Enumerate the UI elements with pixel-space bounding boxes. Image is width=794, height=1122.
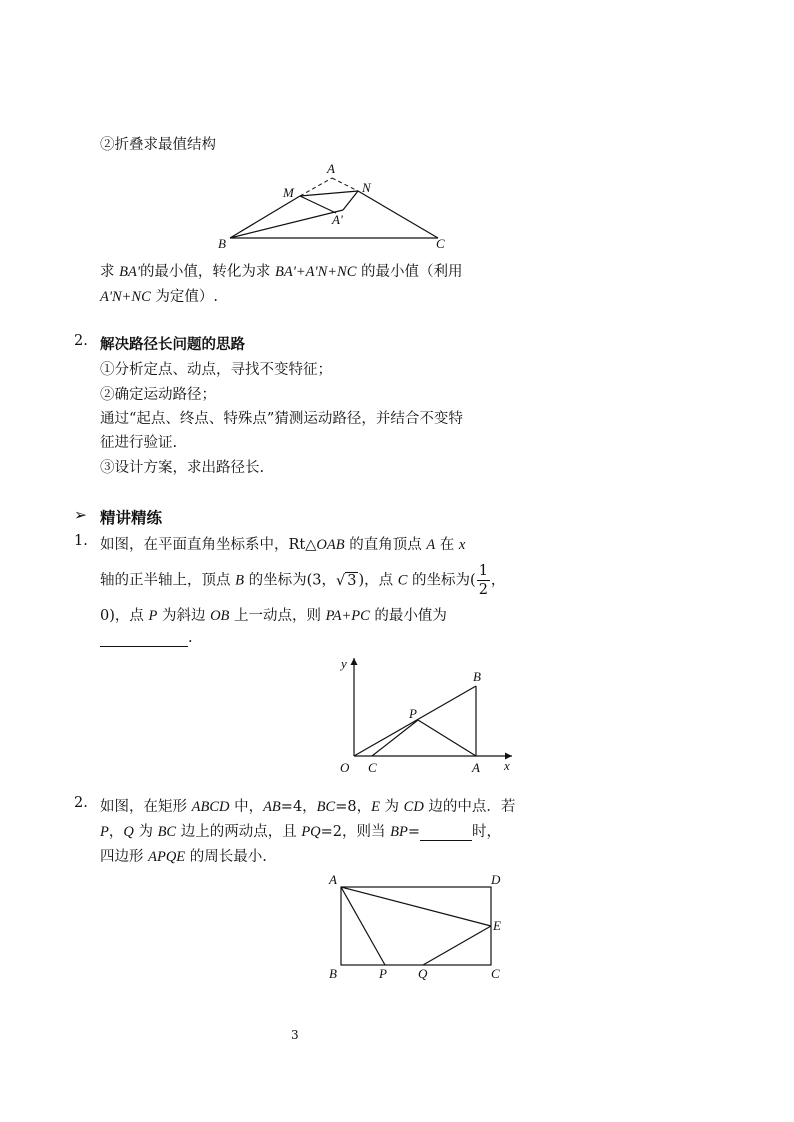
axis-label-x: x [504, 758, 510, 773]
path-section-heading: 解决路径长问题的思路 [100, 336, 245, 353]
fold-label-b: B [218, 236, 226, 251]
problem1-number: 1. [74, 533, 88, 549]
problem1-answer-blank [100, 630, 188, 647]
path-line-2: ②确定运动路径； [100, 387, 216, 403]
problem1-line-1: 如图，在平面直角坐标系中，Rt△OAB 的直角顶点 A 在 x [100, 537, 466, 553]
fold-label-a-prime: A' [332, 212, 343, 227]
point-label-c: C [368, 760, 377, 775]
rect-label-c: C [491, 966, 500, 981]
path-line-5: ③设计方案，求出路径长. [100, 460, 265, 476]
path-line-4: 征进行验证. [100, 435, 178, 451]
path-section-number: 2. [74, 333, 88, 349]
rect-label-q: Q [418, 966, 428, 981]
point-label-o: O [340, 760, 350, 775]
page-number: 3 [291, 1028, 299, 1042]
fraction-one-half: $\frac{1}{2}$ [478, 563, 488, 598]
rect-label-b: B [329, 966, 337, 981]
problem2-figure [325, 870, 515, 982]
problem1-line-3: 0)，点 P 为斜边 OB 上一动点，则 PA+PC 的最小值为 [100, 608, 447, 624]
practice-arrow-icon: ➢ [74, 506, 87, 524]
rect-label-a: A [329, 872, 337, 887]
problem2-answer-blank [420, 824, 472, 841]
point-label-b: B [473, 669, 481, 684]
fold-label-m: M [283, 185, 294, 200]
fold-label-n: N [362, 180, 371, 195]
problem1-answer-line: . [100, 630, 193, 647]
practice-heading: 精讲精练 [100, 509, 163, 527]
axis-label-y: y [341, 656, 347, 671]
fold-label-a: A [327, 161, 335, 176]
rect-label-p: P [379, 966, 387, 981]
fold-label-c: C [436, 236, 445, 251]
fold-description-line-2: A'N+NC 为定值）. [100, 289, 218, 305]
point-label-a: A [472, 760, 480, 775]
path-line-3: 通过“起点、终点、特殊点”猜测运动路径，并结合不变特 [100, 411, 463, 427]
rect-label-e: E [493, 918, 501, 933]
problem1-figure [330, 652, 520, 780]
fold-figure [210, 158, 460, 253]
problem2-line-1: 如图，在矩形 ABCD 中，AB=4，BC=8，E 为 CD 边的中点．若 [100, 799, 516, 815]
problem2-line-2: P，Q 为 BC 边上的两动点，且 PQ=2，则当 BP= 时， [100, 824, 502, 840]
fold-description-line-1: 求 BA'的最小值，转化为求 BA'+A'N+NC 的最小值（利用 [100, 264, 463, 280]
problem2-number: 2. [74, 795, 88, 811]
problem1-line-2: 轴的正半轴上，顶点 B 的坐标为(3，√ 3 )，点 C 的坐标为( $\frac{1}{2}$ ， [100, 563, 506, 598]
rect-label-d: D [491, 872, 501, 887]
point-label-p: P [409, 706, 417, 721]
sqrt-symbol: √ 3 [335, 572, 357, 589]
problem2-line-3: 四边形 APQE 的周长最小. [100, 849, 267, 865]
fold-section-title: ②折叠求最值结构 [100, 137, 216, 153]
path-line-1: ①分析定点、动点，寻找不变特征； [100, 362, 332, 378]
